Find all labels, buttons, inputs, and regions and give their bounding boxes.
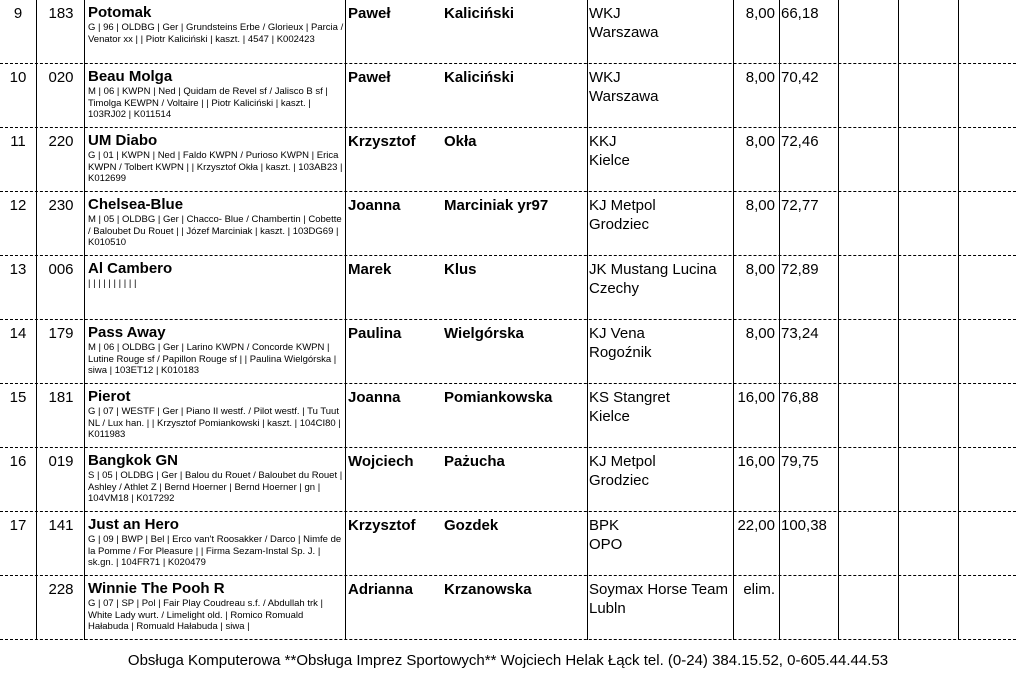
horse-name: Pass Away	[88, 324, 166, 341]
horse-details: S | 05 | OLDBG | Ger | Balou du Rouet / Baloubet du Rouet | Ashley / Athlet Z | Bernd Hoerner | Bernd Hoerner | gn | 104VM18 | K017292	[88, 470, 343, 504]
time-cell: 72,77	[781, 197, 819, 214]
table-row	[0, 64, 1016, 128]
club-city: Grodziec	[589, 472, 650, 489]
rider-last-name: Pomiankowska	[444, 389, 553, 406]
club-cell	[589, 4, 734, 68]
table-row	[0, 576, 1016, 640]
horse-details: M | 06 | KWPN | Ned | Quidam de Revel sf / Jalisco B sf | Timolga KEWPN / Voltaire | | Piotr Kaliciński | kaszt. | 103RJ02 | K011514	[88, 86, 328, 120]
horse-details: M | 05 | OLDBG | Ger | Chacco- Blue / Chambertin | Cobette / Baloubet Du Rouet | | Józef Marciniak | kaszt. | 103DG69 | K010510	[88, 214, 342, 248]
horse-cell	[88, 388, 344, 452]
start-number-cell: 230	[48, 197, 74, 214]
table-row	[0, 256, 1016, 320]
start-number-cell: 141	[48, 517, 74, 534]
club-name: JK Mustang Lucina	[589, 261, 717, 278]
horse-details: G | 09 | BWP | Bel | Erco van't Roosakker / Darco | Nimfe de la Pomme / For Pleasure | | Firma Sezam-Instal Sp. J. | sk.gn. | 104FR71 | K020479	[88, 534, 342, 568]
horse-name: Potomak	[88, 4, 152, 21]
club-city: Warszawa	[589, 24, 659, 41]
club-cell	[589, 580, 734, 644]
club-cell	[589, 516, 734, 580]
rider-last-name: Marciniak yr97	[444, 197, 549, 214]
rider-last-name: Okła	[444, 133, 477, 150]
club-city: Kielce	[589, 152, 630, 169]
horse-details: G | 01 | KWPN | Ned | Faldo KWPN / Purioso KWPN | Erica KWPN / Tolbert KWPN | | Krzysztof Okła | kaszt. | 103AB23 | K012699	[88, 150, 343, 184]
horse-cell	[88, 196, 344, 260]
table-row	[0, 448, 1016, 512]
table-row	[0, 128, 1016, 192]
horse-name: Al Cambero	[88, 260, 173, 277]
horse-details: | | | | | | | | | |	[88, 278, 137, 289]
start-number-cell: 006	[48, 261, 74, 278]
club-name: KJ Metpol	[589, 197, 656, 214]
rider-first-name: Krzysztof	[348, 133, 416, 150]
horse-details: G | 96 | OLDBG | Ger | Grundsteins Erbe / Glorieux | Parcia / Venator xx | | Piotr Kaliciński | kaszt. | 4547 | K002423	[88, 22, 344, 45]
club-cell	[589, 260, 734, 324]
club-city: Grodziec	[589, 216, 650, 233]
rider-first-name: Paweł	[348, 69, 391, 86]
place-cell	[0, 581, 36, 645]
place-cell: 17	[9, 517, 27, 534]
start-number-cell: 228	[48, 581, 74, 598]
table-row	[0, 192, 1016, 256]
horse-cell	[88, 452, 344, 516]
club-city: Lubln	[589, 600, 626, 617]
club-cell	[589, 68, 734, 132]
club-city: Kielce	[589, 408, 630, 425]
club-name: Soymax Horse Team	[589, 581, 728, 598]
rider-first-name: Paweł	[348, 5, 391, 22]
place-cell: 9	[13, 5, 23, 22]
club-name: WKJ	[589, 69, 621, 86]
club-name: KS Stangret	[589, 389, 670, 406]
horse-cell	[88, 516, 344, 580]
place-cell: 11	[10, 133, 26, 150]
rider-last-name: Gozdek	[444, 517, 499, 534]
club-cell	[589, 452, 734, 516]
penalty-cell: 8,00	[745, 261, 775, 278]
rider-first-name: Wojciech	[348, 453, 414, 470]
club-city: OPO	[589, 536, 623, 553]
rider-last-name: Wielgórska	[444, 325, 524, 342]
time-cell: 72,46	[781, 133, 819, 150]
time-cell: 100,38	[781, 517, 827, 534]
horse-name: Chelsea-Blue	[88, 196, 184, 213]
club-city: Warszawa	[589, 88, 659, 105]
horse-cell	[88, 4, 344, 68]
start-number-cell: 220	[48, 133, 74, 150]
club-city: Rogoźnik	[589, 344, 652, 361]
penalty-cell: 8,00	[745, 325, 775, 342]
horse-name: UM Diabo	[88, 132, 158, 149]
club-city: Czechy	[589, 280, 640, 297]
horse-name: Beau Molga	[88, 68, 173, 85]
horse-cell	[88, 132, 344, 196]
time-cell: 76,88	[781, 389, 819, 406]
club-name: WKJ	[589, 5, 621, 22]
table-row	[0, 384, 1016, 448]
horse-name: Just an Hero	[88, 516, 179, 533]
time-cell: 72,89	[781, 261, 819, 278]
club-name: BPK	[589, 517, 620, 534]
penalty-cell: 8,00	[745, 197, 775, 214]
time-cell: 79,75	[781, 453, 819, 470]
rider-first-name: Krzysztof	[348, 517, 416, 534]
club-cell	[589, 388, 734, 452]
rider-last-name: Krzanowska	[444, 581, 532, 598]
rider-last-name: Kaliciński	[444, 5, 515, 22]
table-row	[0, 320, 1016, 384]
club-name: KJ Metpol	[589, 453, 656, 470]
horse-name: Winnie The Pooh R	[88, 580, 225, 597]
time-cell: 70,42	[781, 69, 819, 86]
penalty-cell: 8,00	[745, 69, 775, 86]
time-cell	[779, 581, 837, 645]
club-cell	[589, 196, 734, 260]
horse-details: M | 06 | OLDBG | Ger | Larino KWPN / Concorde KWPN | Lutine Rouge sf / Papillon Rouge sf | | Paulina Wielgórska | siwa | 103ET12 | K010183	[88, 342, 337, 376]
table-row	[0, 512, 1016, 576]
horse-cell	[88, 580, 344, 644]
table-row	[0, 0, 1016, 64]
club-name: KJ Vena	[589, 325, 645, 342]
time-cell: 66,18	[781, 5, 819, 22]
rider-first-name: Marek	[348, 261, 392, 278]
rider-last-name: Klus	[444, 261, 477, 278]
place-cell: 13	[9, 261, 27, 278]
club-cell	[589, 132, 734, 196]
time-cell: 73,24	[781, 325, 819, 342]
horse-name: Pierot	[88, 388, 131, 405]
horse-cell	[88, 324, 344, 388]
start-number-cell: 181	[48, 389, 74, 406]
rider-last-name: Pażucha	[444, 453, 505, 470]
horse-cell	[88, 68, 344, 132]
rider-first-name: Joanna	[348, 197, 401, 214]
place-cell: 10	[9, 69, 27, 86]
start-number-cell: 179	[48, 325, 74, 342]
penalty-cell: 8,00	[745, 5, 775, 22]
penalty-cell: 8,00	[745, 133, 775, 150]
place-cell: 12	[9, 197, 27, 214]
club-name: KKJ	[589, 133, 617, 150]
rider-first-name: Paulina	[348, 325, 402, 342]
penalty-cell: 16,00	[737, 453, 775, 470]
horse-name: Bangkok GN	[88, 452, 179, 469]
start-number-cell: 183	[48, 5, 74, 22]
horse-cell	[88, 260, 344, 324]
start-number-cell: 019	[48, 453, 74, 470]
place-cell: 16	[9, 453, 27, 470]
start-number-cell: 020	[48, 69, 74, 86]
penalty-cell: elim.	[743, 581, 775, 598]
horse-details: G | 07 | SP | Pol | Fair Play Coudreau s.f. / Abdullah trk | White Lady wurt. / Limelight old. | Romico Romuald Hałabuda | Romuald Hałabuda | siwa |	[88, 598, 323, 632]
rider-first-name: Adrianna	[348, 581, 414, 598]
place-cell: 15	[9, 389, 27, 406]
horse-details: G | 07 | WESTF | Ger | Piano II westf. / Pilot westf. | Tu Tuut NL / Lux han. | | Krzysztof Pomiankowski | kaszt. | 104CI80 | K011983	[88, 406, 341, 440]
club-cell	[589, 324, 734, 388]
place-cell: 14	[9, 325, 27, 342]
penalty-cell: 22,00	[737, 517, 775, 534]
rider-first-name: Joanna	[348, 389, 401, 406]
footer-credits: Obsługa Komputerowa **Obsługa Imprez Sportowych** Wojciech Helak Łąck tel. (0-24) 384.15.52, 0-605.44.44.53	[127, 652, 889, 669]
rider-last-name: Kaliciński	[444, 69, 515, 86]
penalty-cell: 16,00	[737, 389, 775, 406]
